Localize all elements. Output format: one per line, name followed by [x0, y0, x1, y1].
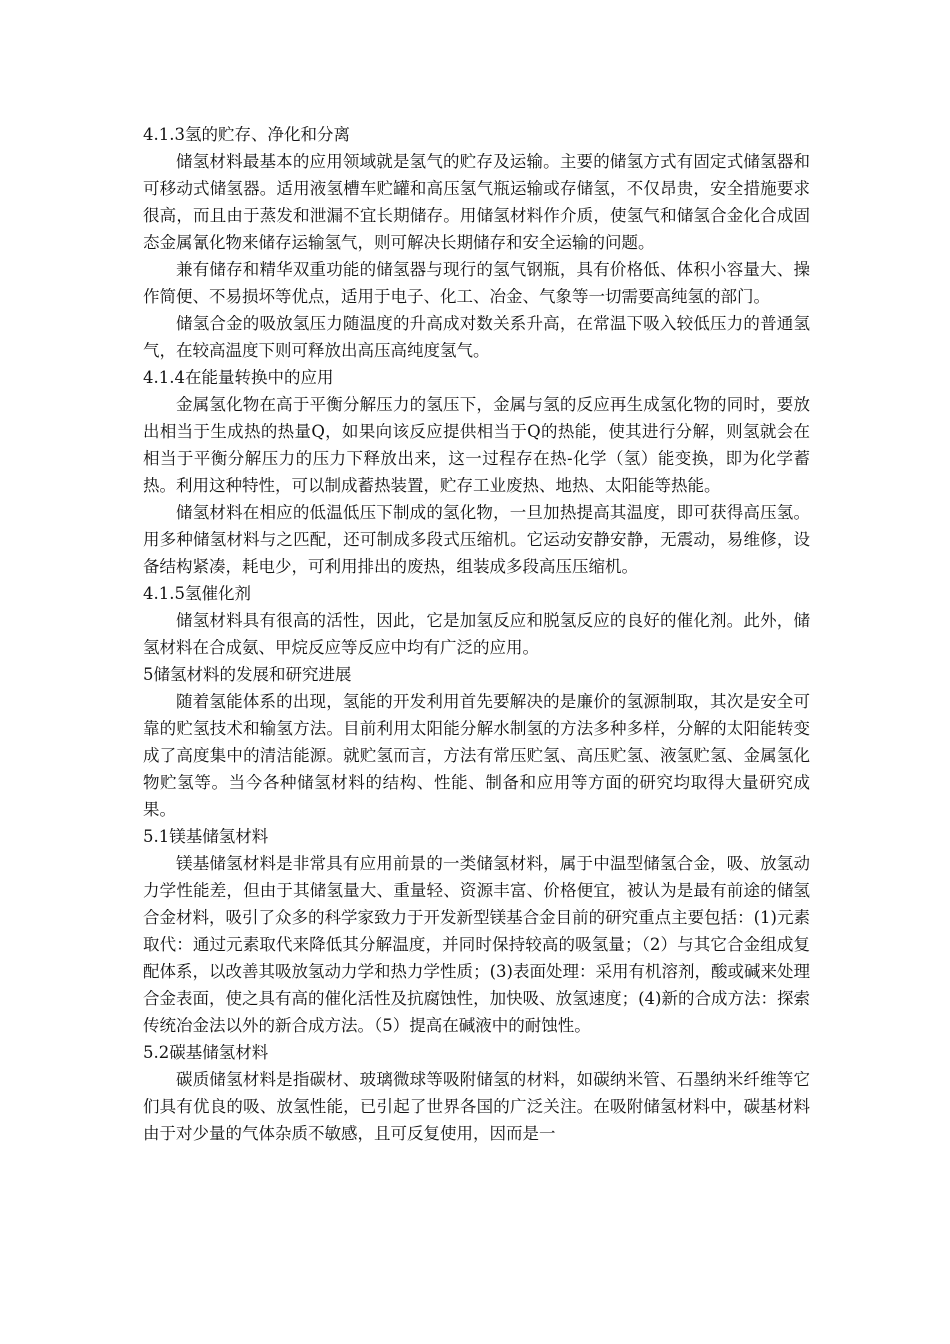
paragraph-4-1-3-pressure: 储氢合金的吸放氢压力随温度的升高成对数关系升高，在常温下吸入较低压力的普通氢气，在较高温度下则可释放出高压高纯度氢气。 [143, 314, 810, 360]
paragraph-4-1-5-catalyst: 储氢材料具有很高的活性，因此，它是加氢反应和脱氢反应的良好的催化剂。此外，储氢材料在合成氨、甲烷反应等反应中均有广泛的应用。 [143, 611, 810, 657]
paragraph-5-1-magnesium: 镁基储氢材料是非常具有应用前景的一类储氢材料，属于中温型储氢合金，吸、放氢动力学性能差，但由于其储氢量大、重量轻、资源丰富、价格便宜，被认为是最有前途的储氢合金材料，吸引了众多的科学家致力于开发新型镁基合金目前的研究重点主要包括：(1)元素取代：通过元素取代来降低其分解温度，并同时保持较高的吸氢量；（2）与其它合金组成复配体系，以改善其吸放氢动力学和热力学性质；(3)表面处理：采用有机溶剂，酸或碱来处理合金表面，使之具有高的催化活性及抗腐蚀性，加快吸、放氢速度；(4)新的合成方法：探索传统冶金法以外的新合成方法。（5）提高在碱液中的耐蚀性。 [143, 854, 810, 1035]
section-heading-5-2: 5.2碳基储氢材料 [143, 1043, 269, 1062]
section-heading-5: 5储氢材料的发展和研究进展 [143, 665, 352, 684]
paragraph-4-1-4-heat-storage: 金属氢化物在高于平衡分解压力的氢压下，金属与氢的反应再生成氢化物的同时，要放出相当于生成热的热量Q，如果向该反应提供相当于Q的热能，使其进行分解，则氢就会在相当于平衡分解压力的压力下释放出来，这一过程存在热-化学（氢）能变换，即为化学蓄热。利用这种特性，可以制成蓄热装置，贮存工业废热、地热、太阳能等热能。 [143, 395, 810, 495]
paragraph-4-1-3-purifier: 兼有储存和精华双重功能的储氢器与现行的氢气钢瓶，具有价格低、体积小容量大、操作简便、不易损坏等优点，适用于电子、化工、冶金、气象等一切需要高纯氢的部门。 [143, 260, 810, 306]
paragraph-5-development: 随着氢能体系的出现，氢能的开发利用首先要解决的是廉价的氢源制取，其次是安全可靠的贮氢技术和输氢方法。目前利用太阳能分解水制氢的方法多种多样，分解的太阳能转变成了高度集中的清洁能源。就贮氢而言，方法有常压贮氢、高压贮氢、液氢贮氢、金属氢化物贮氢等。当今各种储氢材料的结构、性能、制备和应用等方面的研究均取得大量研究成果。 [143, 692, 810, 819]
document-page [143, 121, 810, 1147]
paragraph-4-1-4-compressor: 储氢材料在相应的低温低压下制成的氢化物，一旦加热提高其温度，即可获得高压氢。用多种储氢材料与之匹配，还可制成多段式压缩机。它运动安静安静，无震动，易维修，设备结构紧凑，耗电少，可利用排出的废热，组装成多段高压压缩机。 [143, 503, 810, 576]
paragraph-4-1-3-storage: 储氢材料最基本的应用领域就是氢气的贮存及运输。主要的储氢方式有固定式储氢器和可移动式储氢器。适用液氢槽车贮罐和高压氢气瓶运输或存储氢，不仅昂贵，安全措施要求很高，而且由于蒸发和泄漏不宜长期储存。用储氢材料作介质，使氢气和储氢合金化合成固态金属氰化物来储存运输氢气，则可解决长期储存和安全运输的问题。 [143, 152, 810, 252]
paragraph-5-2-carbon: 碳质储氢材料是指碳材、玻璃微球等吸附储氢的材料，如碳纳米管、石墨纳米纤维等它们具有优良的吸、放氢性能，已引起了世界各国的广泛关注。在吸附储氢材料中，碳基材料由于对少量的气体杂质不敏感，且可反复使用，因而是一 [143, 1070, 810, 1143]
section-heading-4-1-3: 4.1.3氢的贮存、净化和分离 [143, 125, 350, 144]
section-heading-4-1-4: 4.1.4在能量转换中的应用 [143, 368, 334, 387]
section-heading-4-1-5: 4.1.5氢催化剂 [143, 584, 251, 603]
section-heading-5-1: 5.1镁基储氢材料 [143, 827, 269, 846]
